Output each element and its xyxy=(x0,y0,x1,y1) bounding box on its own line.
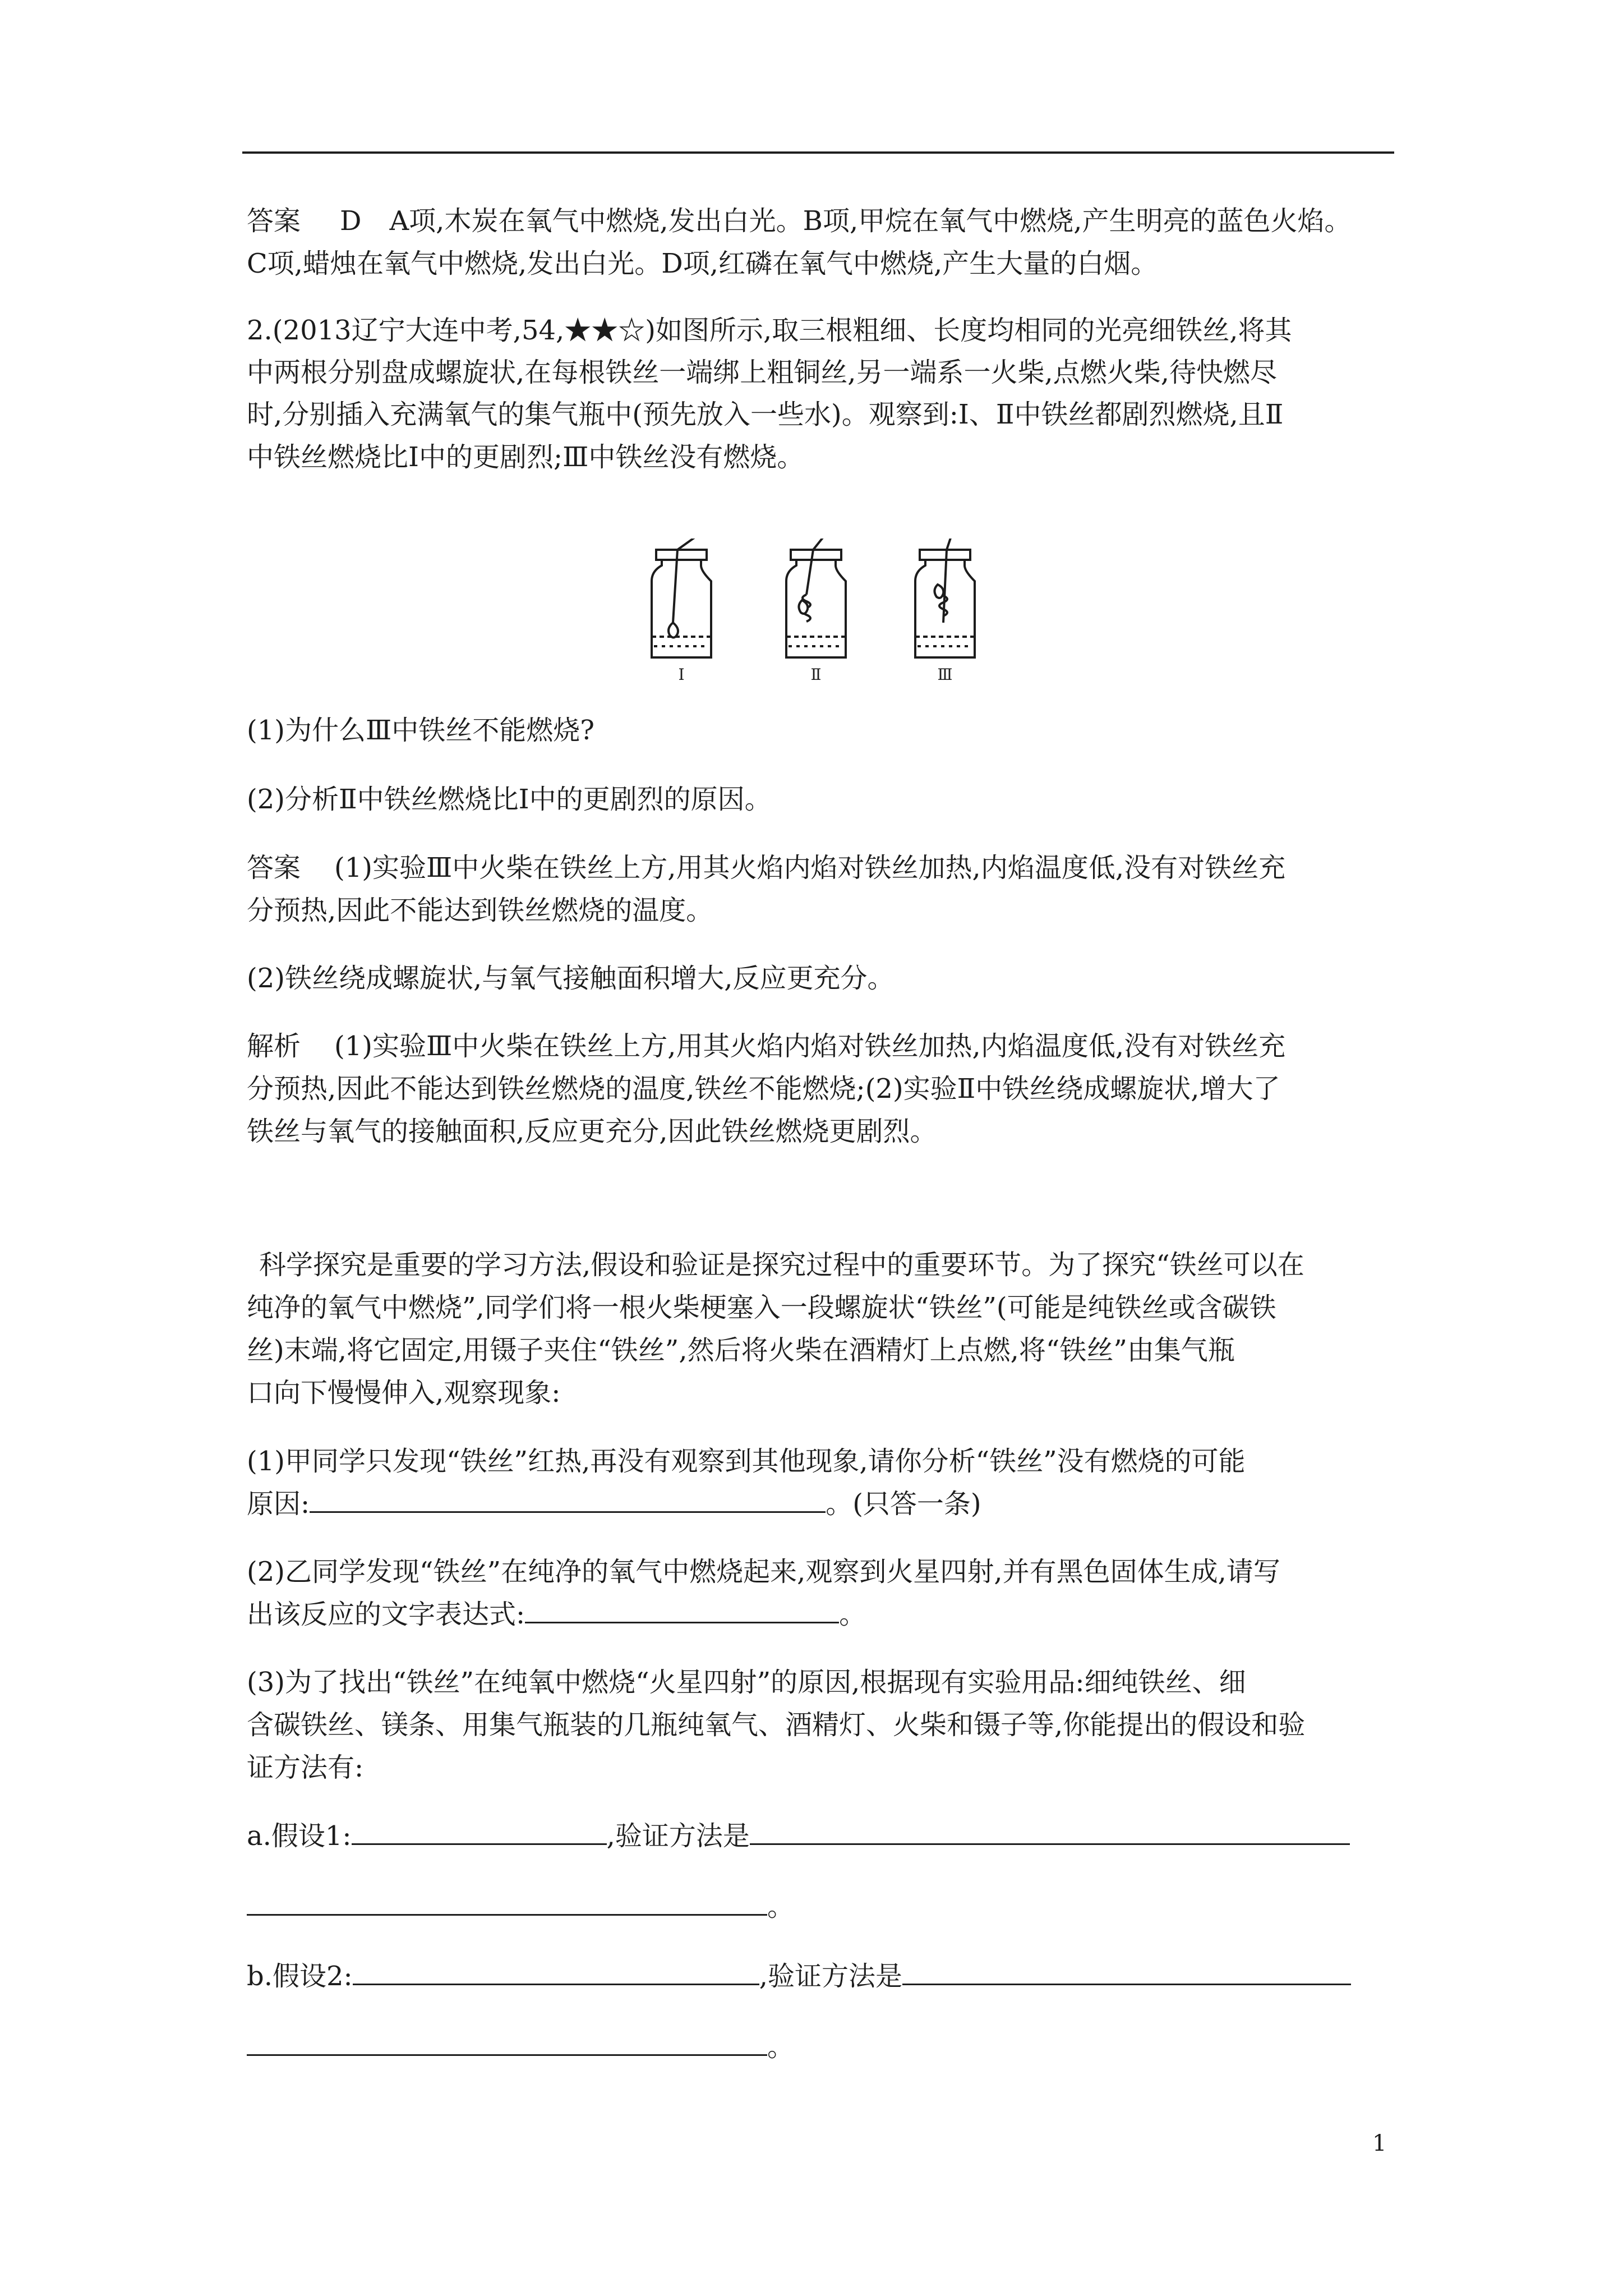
hypothesis-a-end: 。 xyxy=(767,1891,795,1922)
analysis-text: (1)实验Ⅲ中火柴在铁丝上方,用其火焰内焰对铁丝加热,内焰温度低,没有对铁丝充 xyxy=(334,1030,1286,1062)
jar-label-2: Ⅱ xyxy=(810,665,822,684)
q3-intro-line1: 科学探究是重要的学习方法,假设和验证是探究过程中的重要环节。为了探究“铁丝可以在 xyxy=(259,1249,1304,1281)
answer-blank-hypothesis-b[interactable] xyxy=(353,1961,759,1985)
answer-blank-method-b-part2[interactable] xyxy=(247,2032,767,2056)
q2-answer-line1 xyxy=(247,852,1285,884)
q3-intro-line4: 口向下慢慢伸入,观察现象: xyxy=(247,1377,561,1409)
q3-part1-line1: (1)甲同学只发现“铁丝”红热,再没有观察到其他现象,请你分析“铁丝”没有燃烧的可能 xyxy=(247,1446,1246,1477)
part2-prefix: 出该反应的文字表达式: xyxy=(247,1599,525,1630)
q2-analysis-line1 xyxy=(247,1030,1285,1062)
answer-blank-expression[interactable] xyxy=(525,1599,839,1623)
q2-analysis-line2: 分预热,因此不能达到铁丝燃烧的温度,铁丝不能燃烧;(2)实验Ⅱ中铁丝绕成螺旋状,增大了 xyxy=(247,1073,1280,1105)
q3-hypothesis-a-line1 xyxy=(247,1820,1350,1852)
jar-3 xyxy=(915,539,975,657)
q2-answer2: (2)铁丝绕成螺旋状,与氧气接触面积增大,反应更充分。 xyxy=(247,963,895,994)
q3-part3-line2: 含碳铁丝、镁条、用集气瓶装的几瓶纯氧气、酒精灯、火柴和镊子等,你能提出的假设和验 xyxy=(247,1709,1306,1741)
q3-hypothesis-a-line2 xyxy=(247,1890,794,1923)
q2-stem-line4: 中铁丝燃烧比Ⅰ中的更剧烈;Ⅲ中铁丝没有燃烧。 xyxy=(247,441,804,473)
hypothesis-a-label: a.假设1: xyxy=(247,1820,352,1852)
answer-blank-reason[interactable] xyxy=(310,1489,826,1513)
hypothesis-b-end: 。 xyxy=(767,2031,795,2063)
answer-blank-method-a-part2[interactable] xyxy=(247,1892,767,1916)
q3-part3-line3: 证方法有: xyxy=(247,1752,364,1783)
q3-part2-line2 xyxy=(247,1598,866,1631)
analysis-label: 解析 xyxy=(247,1030,301,1062)
q2-analysis-line3: 铁丝与氧气的接触面积,反应更充分,因此铁丝燃烧更剧烈。 xyxy=(247,1116,937,1147)
q3-hypothesis-b-line1 xyxy=(247,1960,1351,1993)
answer-blank-method-a-part1[interactable] xyxy=(750,1821,1350,1845)
part1-suffix: 。(只答一条) xyxy=(826,1488,981,1520)
q1-answer-line1 xyxy=(247,205,1351,237)
hypothesis-b-label: b.假设2: xyxy=(247,1961,353,1992)
q2-stem-line1: 2.(2013辽宁大连中考,54,★★☆)如图所示,取三根粗细、长度均相同的光亮细铁丝,将其 xyxy=(247,315,1292,346)
part2-suffix: 。 xyxy=(839,1599,866,1630)
q3-intro-line3: 丝)末端,将它固定,用镊子夹住“铁丝”,然后将火柴在酒精灯上点燃,将“铁丝”由集气瓶 xyxy=(247,1335,1235,1366)
q3-part1-line2 xyxy=(247,1488,981,1520)
q2-sub2: (2)分析Ⅱ中铁丝燃烧比Ⅰ中的更剧烈的原因。 xyxy=(247,784,772,815)
jar-label-3: Ⅲ xyxy=(937,665,953,684)
answer-label: 答案 xyxy=(247,205,301,237)
header-rule xyxy=(242,151,1394,154)
hypothesis-b-mid: ,验证方法是 xyxy=(759,1961,902,1992)
part1-prefix: 原因: xyxy=(247,1488,310,1520)
answer-blank-method-b-part1[interactable] xyxy=(902,1961,1351,1985)
jar-1 xyxy=(652,539,711,657)
q3-part3-line1: (3)为了找出“铁丝”在纯氧中燃烧“火星四射”的原因,根据现有实验用品:细纯铁丝、细 xyxy=(247,1667,1246,1698)
q3-intro-line2: 纯净的氧气中燃烧”,同学们将一根火柴梗塞入一段螺旋状“铁丝”(可能是纯铁丝或含碳铁 xyxy=(247,1292,1276,1323)
q2-sub1: (1)为什么Ⅲ中铁丝不能燃烧? xyxy=(247,715,595,746)
answer-text: A项,木炭在氧气中燃烧,发出白光。B项,甲烷在氧气中燃烧,产生明亮的蓝色火焰。 xyxy=(389,205,1352,237)
q3-part2-line1: (2)乙同学发现“铁丝”在纯净的氧气中燃烧起来,观察到火星四射,并有黑色固体生成,请写 xyxy=(247,1556,1280,1588)
gas-jars-illustration xyxy=(645,539,993,684)
answer-text: (1)实验Ⅲ中火柴在铁丝上方,用其火焰内焰对铁丝加热,内焰温度低,没有对铁丝充 xyxy=(334,852,1286,884)
answer-blank-hypothesis-a[interactable] xyxy=(352,1821,607,1845)
gas-jar-figure xyxy=(645,539,993,684)
answer-label: 答案 xyxy=(247,852,301,884)
q2-stem-line3: 时,分别插入充满氧气的集气瓶中(预先放入一些水)。观察到:Ⅰ、Ⅱ中铁丝都剧烈燃烧,且Ⅱ xyxy=(247,399,1284,430)
q2-answer-line2: 分预热,因此不能达到铁丝燃烧的温度。 xyxy=(247,895,713,926)
answer-choice: D xyxy=(340,205,362,237)
hypothesis-a-mid: ,验证方法是 xyxy=(606,1820,750,1852)
q3-hypothesis-b-line2 xyxy=(247,2031,794,2063)
q2-stem-line2: 中两根分别盘成螺旋状,在每根铁丝一端绑上粗铜丝,另一端系一火柴,点燃火柴,待快燃尽 xyxy=(247,357,1278,388)
q1-answer-line2: C项,蜡烛在氧气中燃烧,发出白光。D项,红磷在氧气中燃烧,产生大量的白烟。 xyxy=(247,248,1158,279)
jar-2 xyxy=(786,539,846,657)
page-number: 1 xyxy=(1372,2131,1387,2156)
jar-label-1: Ⅰ xyxy=(678,665,685,684)
